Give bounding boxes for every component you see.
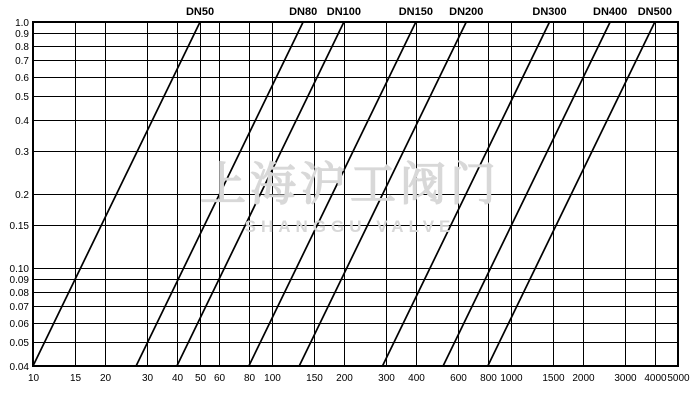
y-tick-label: 0.2 (15, 190, 29, 201)
series-label-dn300: DN300 (532, 6, 567, 18)
watermark-en-text: SHANGGU VALVE (244, 217, 456, 236)
y-tick-label: 0.6 (15, 73, 29, 84)
x-tick-label: 300 (378, 373, 395, 384)
series-label-dn50: DN50 (185, 6, 215, 18)
y-tick-label: 0.10 (9, 264, 29, 275)
y-tick-label: 0.08 (9, 288, 29, 299)
series-label-dn80: DN80 (289, 6, 318, 18)
y-tick-label: 1.0 (15, 18, 29, 29)
series-label-dn400: DN400 (593, 6, 628, 18)
y-tick-label: 0.07 (9, 302, 29, 313)
x-tick-label: 80 (243, 373, 256, 384)
y-tick-label: 0.5 (15, 92, 29, 103)
y-tick-label: 0.06 (9, 319, 29, 330)
y-tick-label: 0.04 (9, 362, 29, 373)
series-label-dn150: DN150 (398, 6, 433, 18)
x-tick-label: 150 (306, 373, 323, 384)
y-tick-label: 0.15 (9, 221, 29, 232)
series-label-dn500: DN500 (637, 6, 672, 18)
x-tick-label: 200 (336, 373, 353, 384)
y-tick-label: 0.3 (15, 147, 29, 158)
x-tick-label: 60 (213, 373, 226, 384)
x-tick-label: 2000 (572, 373, 595, 384)
x-tick-label: 100 (264, 373, 281, 384)
x-tick-label: 4000 (644, 373, 667, 384)
y-tick-label: 0.9 (15, 29, 29, 40)
watermark (200, 158, 500, 236)
x-tick-label: 5000 (667, 373, 690, 384)
series-label-dn100: DN100 (326, 6, 362, 18)
y-tick-label: 0.4 (15, 116, 29, 127)
x-tick-label: 600 (450, 373, 467, 384)
watermark-cjk-text: 上海沪工阀门 (200, 158, 500, 210)
x-tick-label: 15 (69, 373, 82, 384)
y-tick-label: 0.09 (9, 275, 29, 286)
x-tick-label: 50 (194, 373, 207, 384)
x-tick-label: 30 (141, 373, 154, 384)
x-tick-label: 10 (27, 373, 40, 384)
x-tick-label: 1500 (542, 373, 565, 384)
x-tick-label: 3000 (614, 373, 637, 384)
x-tick-label: 20 (99, 373, 112, 384)
x-tick-label: 800 (480, 373, 497, 384)
x-tick-label: 40 (171, 373, 184, 384)
x-tick-label: 400 (408, 373, 425, 384)
y-tick-label: 0.7 (15, 56, 29, 67)
x-tick-label: 1000 (500, 373, 523, 384)
y-tick-label: 0.8 (15, 42, 29, 53)
series-label-dn200: DN200 (449, 6, 484, 18)
y-tick-label: 0.05 (9, 338, 29, 349)
